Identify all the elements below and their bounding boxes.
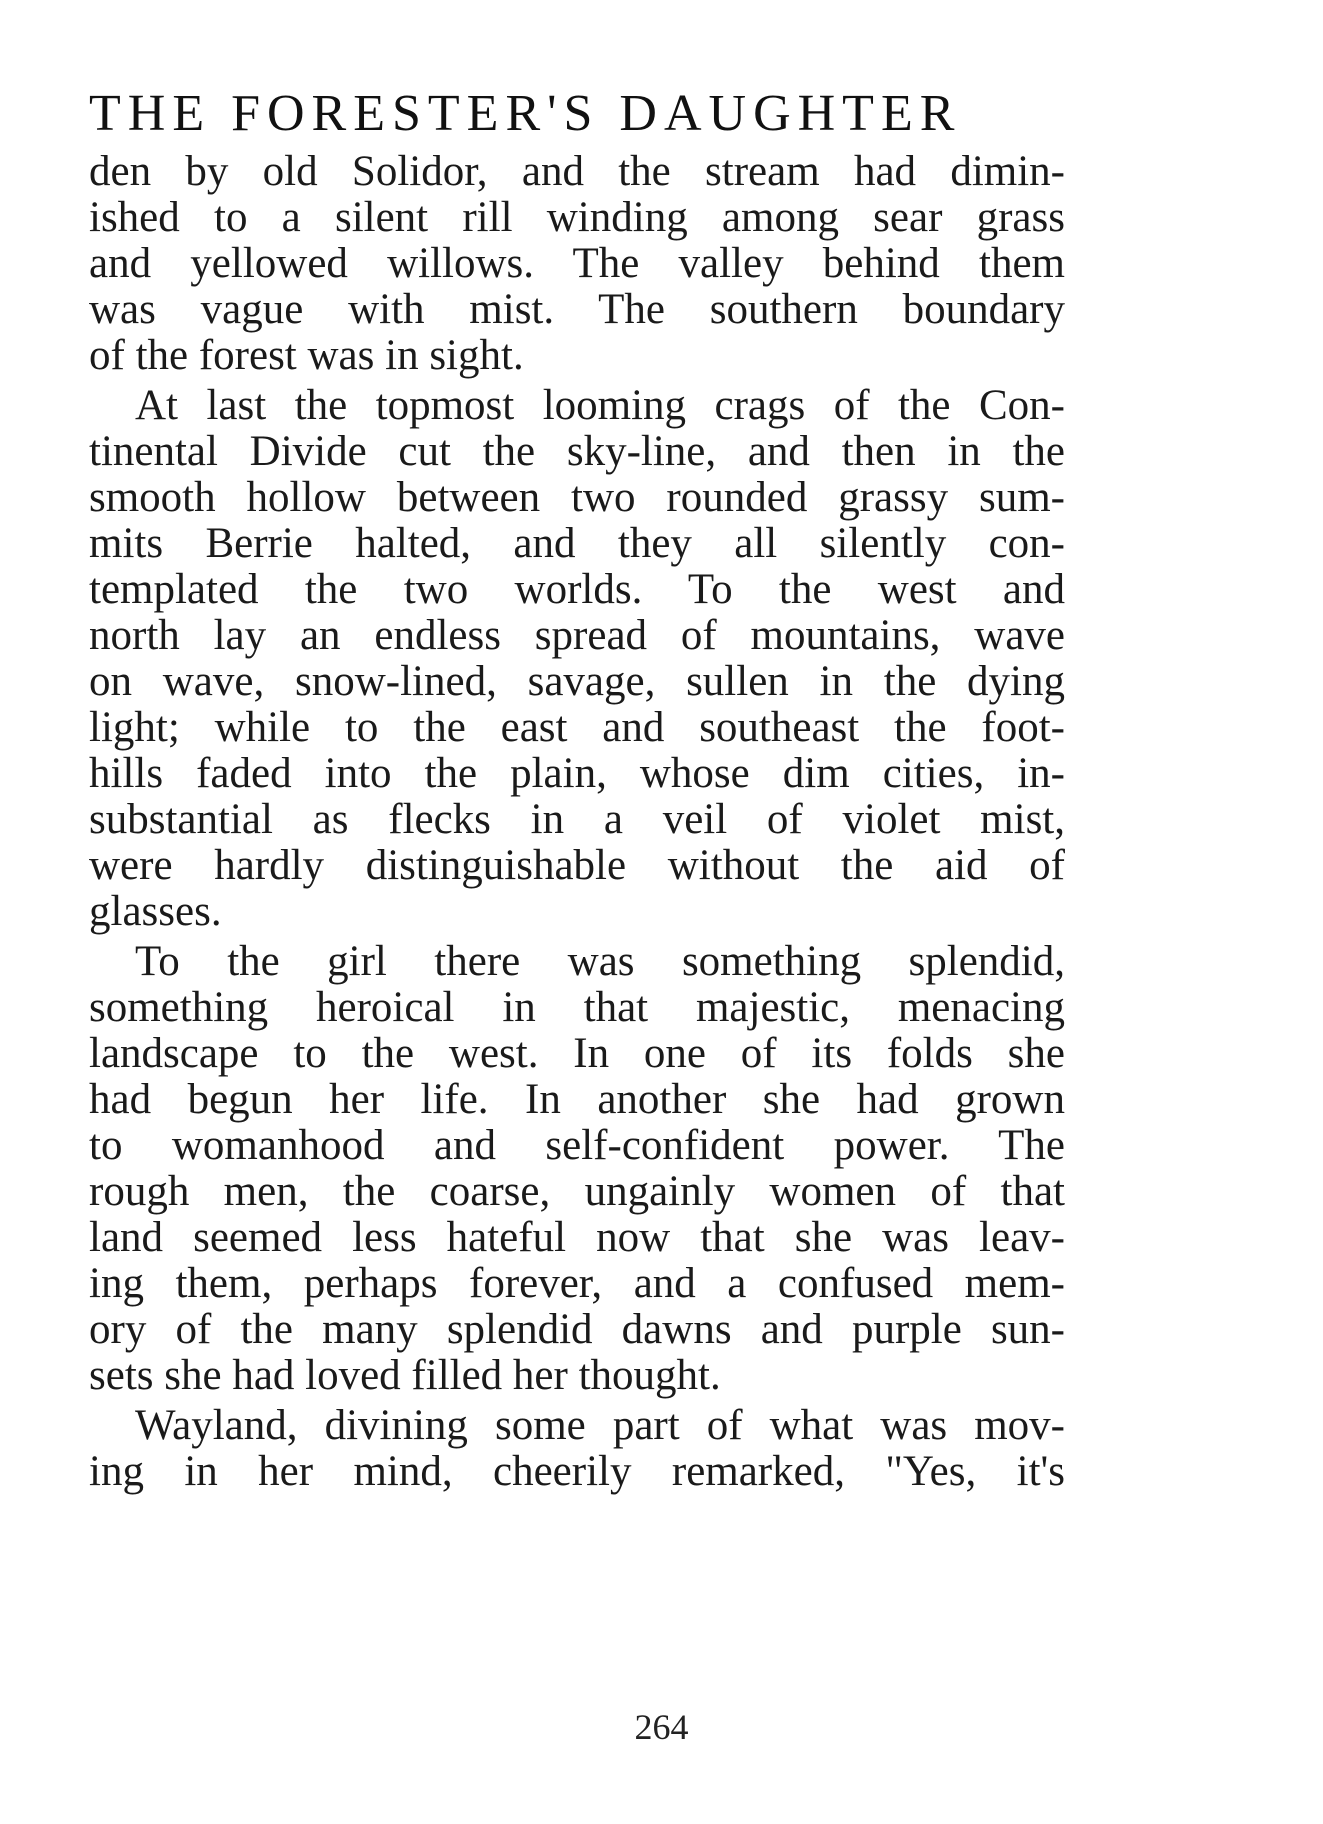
text-line: north lay an endless spread of mountains, wave (89, 612, 1065, 659)
text-line: ory of the many splendid dawns and purple sun- (89, 1306, 1065, 1353)
page-number: 264 (634, 1707, 689, 1747)
text-line: substantial as flecks in a veil of violet mist, (89, 796, 1065, 843)
text-line: was vague with mist. The southern boundary (89, 286, 1065, 333)
text-line: something heroical in that majestic, menacing (89, 984, 1065, 1031)
text-line: sets she had loved filled her thought. (89, 1352, 721, 1399)
text-line: landscape to the west. In one of its folds she (89, 1030, 1065, 1077)
text-line: mits Berrie halted, and they all silently con- (89, 520, 1065, 567)
text-line: templated the two worlds. To the west and (89, 566, 1065, 613)
text-line: To the girl there was something splendid, (135, 938, 1065, 985)
text-line: Wayland, divining some part of what was mov- (135, 1402, 1065, 1449)
text-line: smooth hollow between two rounded grassy sum- (89, 474, 1065, 521)
text-line: were hardly distinguishable without the aid of (89, 842, 1065, 889)
text-line: of the forest was in sight. (89, 332, 524, 379)
running-head-title: THE FORESTER'S DAUGHTER (89, 85, 962, 142)
text-line: to womanhood and self-confident power. The (89, 1122, 1065, 1169)
text-line: den by old Solidor, and the stream had dimin- (89, 148, 1065, 195)
text-line: ished to a silent rill winding among sear grass (89, 194, 1065, 241)
text-line: glasses. (89, 888, 222, 935)
text-line: land seemed less hateful now that she was leav- (89, 1214, 1065, 1261)
text-line: on wave, snow-lined, savage, sullen in the dying (89, 658, 1065, 705)
text-line: rough men, the coarse, ungainly women of that (89, 1168, 1065, 1215)
text-line: light; while to the east and southeast the foot- (89, 704, 1065, 751)
text-line: had begun her life. In another she had grown (89, 1076, 1065, 1123)
text-line: At last the topmost looming crags of the Con- (135, 382, 1065, 429)
text-line: tinental Divide cut the sky-line, and then in the (89, 428, 1065, 475)
text-line: hills faded into the plain, whose dim cities, in- (89, 750, 1065, 797)
text-line: ing them, perhaps forever, and a confused mem- (89, 1260, 1065, 1307)
text-line: and yellowed willows. The valley behind them (89, 240, 1065, 287)
text-line: ing in her mind, cheerily remarked, "Yes, it's (89, 1448, 1065, 1495)
